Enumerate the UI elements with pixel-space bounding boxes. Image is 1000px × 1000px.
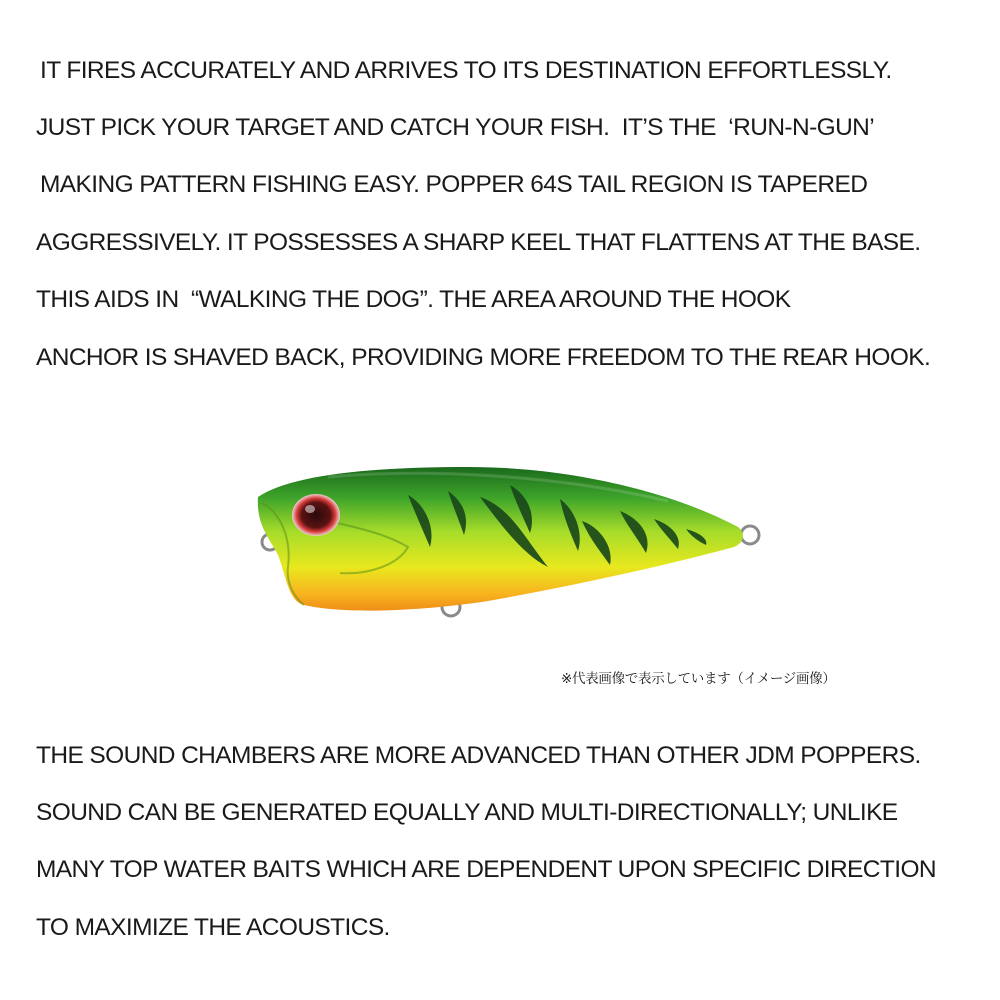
eye [292,494,340,536]
text-line: MAKING PATTERN FISHING EASY. POPPER 64S TAIL REGION IS TAPERED [40,171,868,198]
text-line: AGGRESSIVELY. IT POSSESSES A SHARP KEEL THAT FLATTENS AT THE BASE. [36,229,921,256]
text-line: THIS AIDS IN “WALKING THE DOG”. THE AREA AROUND THE HOOK [36,286,791,313]
text-line: SOUND CAN BE GENERATED EQUALLY AND MULTI-DIRECTIONALLY; UNLIKE [36,799,898,826]
text-line: ANCHOR IS SHAVED BACK, PROVIDING MORE FREEDOM TO THE REAR HOOK. [36,344,931,371]
text-line: TO MAXIMIZE THE ACOUSTICS. [36,914,390,941]
tail-eyelet [741,526,759,544]
popper-lure-image [248,455,768,630]
image-caption: ※代表画像で表示しています（イメージ画像） [561,671,836,687]
text-line: MANY TOP WATER BAITS WHICH ARE DEPENDENT UPON SPECIFIC DIRECTION [36,856,936,883]
text-line: IT FIRES ACCURATELY AND ARRIVES TO ITS DESTINATION EFFORTLESSLY. [40,57,892,84]
text-line: THE SOUND CHAMBERS ARE MORE ADVANCED THAN OTHER JDM POPPERS. [36,742,921,769]
text-line: JUST PICK YOUR TARGET AND CATCH YOUR FISH. IT’S THE ‘RUN-N-GUN’ [36,114,875,141]
